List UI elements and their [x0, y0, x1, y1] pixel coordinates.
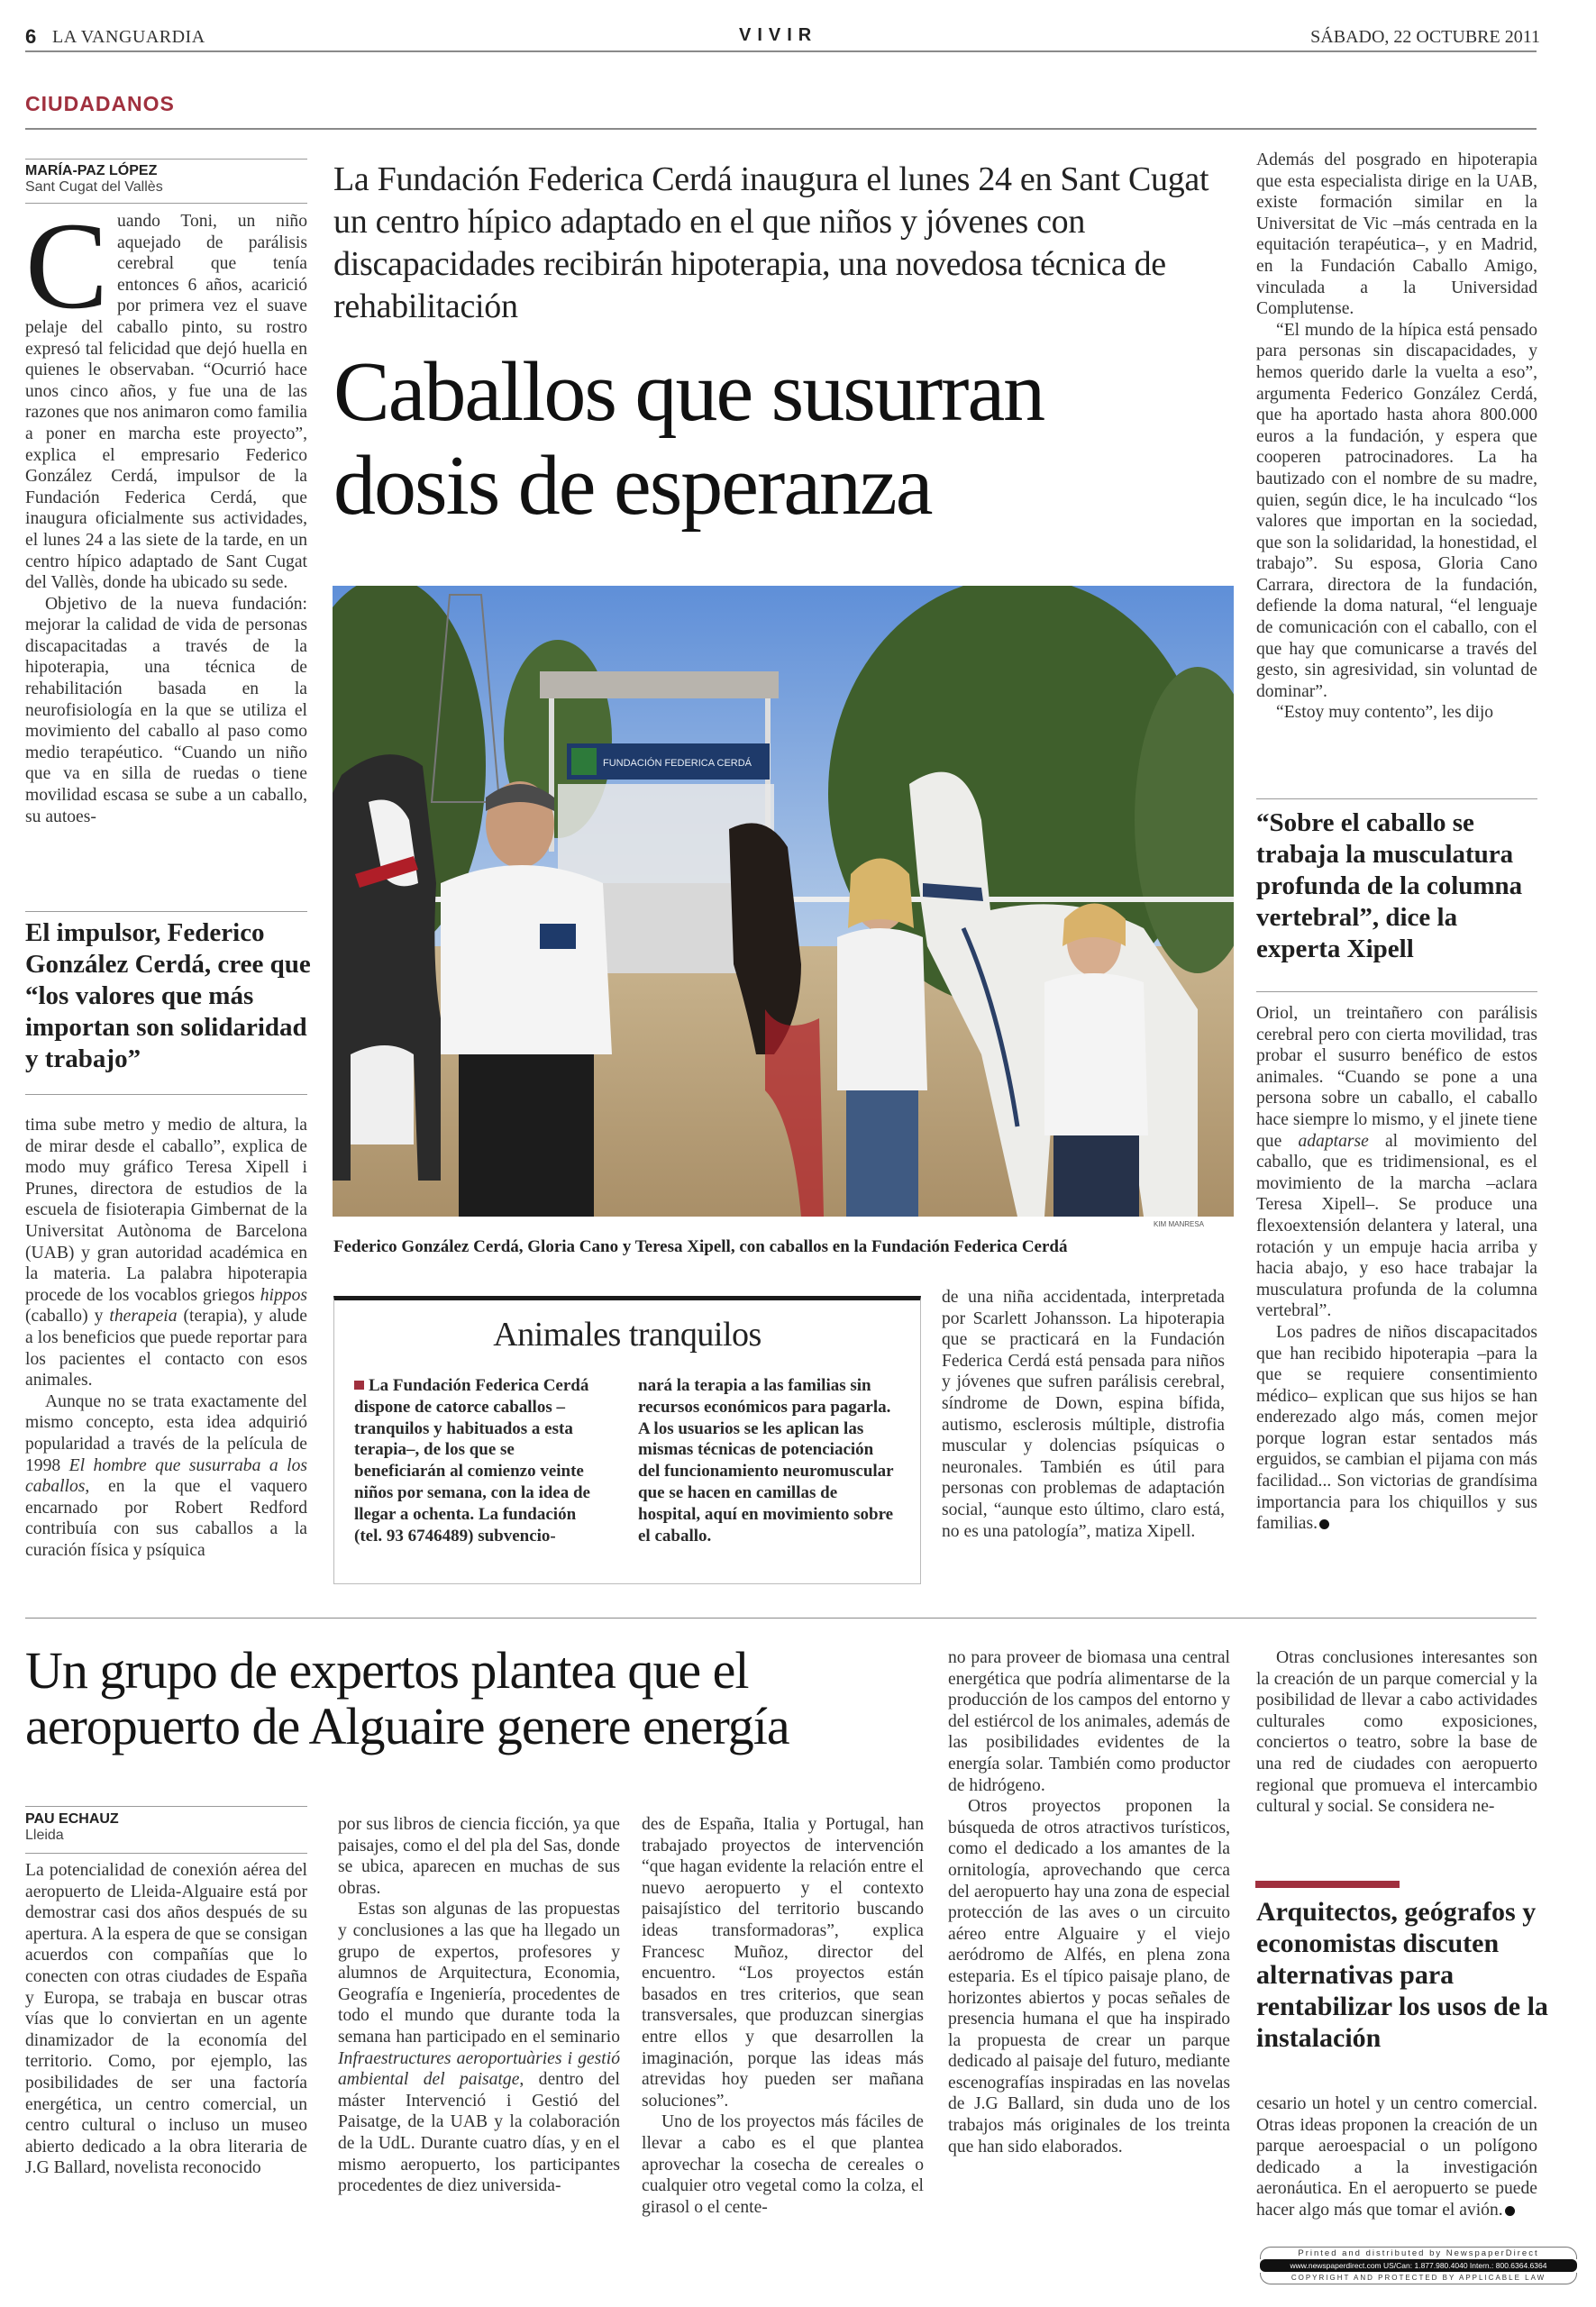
newspaperdirect-stamp — [1260, 2247, 1577, 2286]
text-run: , dentro del máster Intervenció i Gestió del Paisatge, de la UAB y la colaboración de la UdL. Durante cuatro días, y en el mismo aeropuerto, los participantes procedentes de diez universida- — [338, 2070, 620, 2196]
paragraph: “El mundo de la hípica está pensado para personas sin discapacidades, y hemos querido darle la vuelta a eso”, argumenta Federico González Cerdá, que ha aportado hasta ahora 800.000 euros a la fundación, y espera que cooperen patrocinadores. La ha bautizado con el nombre de su madre, quien, según dice, le ha inculcado “los valores que importan en la sociedad, que son la solidaridad, la honestidad, el trabajo”. Su esposa, Gloria Cano Carrara, directora de la fundación, defiende la doma natural, “el lenguaje de comunicación con el caballo, con el que hay que comunicarse a través del gesto, sin agresividad, sin voluntad de dominar”. — [1256, 320, 1537, 701]
pullquote-rule-bottom — [25, 1094, 307, 1095]
photo-credit: KIM MANRESA — [1154, 1220, 1205, 1228]
headline-line: Caballos que susurran — [333, 345, 1044, 439]
paragraph: La potencialidad de conexión aérea del aeropuerto de Lleida-Alguaire está por demostrar casi dos años después de su apertura. A la espera de que se consigan acuerdos con compañías que lo conecten con otras ciudades de España y Europa, se trabaja en buscar otras vías que lo conviertan en un agente dinamizador de la economía del territorio. Como, por ejemplo, las posibilidades de ser una factoría energética, un centro comercial, un centro cultural o incluso un museo abierto dedicado a la obra literaria de J.G Ballard, novelista reconocido — [25, 1861, 307, 2178]
paragraph: de una niña accidentada, interpretada por Scarlett Johansson. La hipoterapia que se practicará en la Fundación Federica Cerdá está pensada para niños y jóvenes que sufren parálisis cerebral, síndrome de Down, espina bífida, autismo, esclerosis múltiple, distrofia muscular y dolencias psíquicas o neuronales. También es útil para personas con problemas de adaptación social, “aunque esto último, claro está, no es una patología”, matiza Xipell. — [942, 1288, 1225, 1541]
text-run: (caballo) y — [25, 1307, 110, 1327]
article-divider — [25, 1618, 1537, 1619]
paragraph: Otros proyectos proponen la búsqueda de otros atractivos turísticos, como el dedicado a los amantes de la ornitología, aprovechando que cerca del aeropuerto hay una zona de especial protección de las aves o un circuito aéreo entre Alguaire y el viejo aeródromo de Alfés, en plena zona esteparia. Es el típico paisaje plano, de horizontes abiertos y pocas señales de presencia humana el que ha inspirado la propuesta de crear un parque dedicado al paisaje del futuro, mediante escenografías inspiradas en las novelas de J.G Ballard, sin duda uno de los trabajos más originales de los treinta que han sido elaborados. — [948, 1797, 1230, 2157]
paragraph: Otras conclusiones interesantes son la creación de un parque comercial y la posibilidad de llevar a cabo actividades culturales como exposiciones, conciertos o teatro, sobre la base de una red de ciudades con aeropuerto regional que promueva el intercambio cultural y social. Se considera ne- — [1256, 1648, 1537, 1817]
byline2 — [25, 1811, 119, 1844]
end-mark-icon — [1319, 1519, 1329, 1529]
italic-term: adaptarse — [1298, 1131, 1369, 1151]
sidebar-column-1 — [354, 1375, 602, 1546]
pullquote2-rule-top — [1256, 798, 1537, 799]
article2-column-1 — [25, 1860, 307, 2179]
section-label: VIVIR — [739, 25, 818, 45]
paragraph: no para proveer de biomasa una central energética que podría alimentarse de la producción de los campos del entorno y del estiércol de los animales, además de las posibilidades evidentes de la energía solar. También como productor de hidrógeno. — [948, 1648, 1230, 1795]
headline-line: Un grupo de expertos plantea que el — [25, 1641, 749, 1700]
paragraph: por sus libros de ciencia ficción, ya que paisajes, como el del pla del Sas, donde se ubica, aparecen en muchas de sus obras. — [338, 1815, 620, 1898]
byline-location: Lleida — [25, 1828, 64, 1843]
sidebar-box — [333, 1296, 921, 1584]
italic-term: therapeia — [109, 1307, 178, 1327]
stamp-line-3: COPYRIGHT AND PROTECTED BY APPLICABLE LAW — [1260, 2273, 1577, 2284]
text-run: (terapia), y alude a los beneficios que puede reportar para los pacientes el contacto con esos animales. — [25, 1307, 307, 1391]
paragraph: Objetivo de la nueva fundación: mejorar la calidad de vida de personas discapacitadas a través de la hipoterapia, una técnica de rehabilitación basada en la neurofisiología en la que se utiliza el movimiento del caballo al paso como medio terapéutico. “Cuando un niño que va en silla de ruedas o tiene movilidad escasa se sube a un caballo, su autoes- — [25, 594, 307, 826]
subsection-rule — [25, 128, 1537, 130]
drop-cap: C — [25, 196, 109, 334]
paragraph: uando Toni, un niño aquejado de parálisis cerebral que tenía entonces 6 años, acarició por primera vez el suave pelaje del caballo pinto, su rostro expresó tal felicidad que dejó huella en quienes le observaban. “Ocurrió hace unos cinco años, y fue una de las razones que nos animaron como familia a poner en marcha este proyecto”, explica el empresario Federico González Cerdá, impulsor de la Fundación Federica Cerdá, que inaugura oficialmente sus actividades, el lunes 24 a las siete de la tarde, en un centro hípico adaptado de Sant Cugat del Vallès, donde ha ubicado su sede. — [25, 212, 307, 593]
paragraph: Los padres de niños discapacitados que han recibido hipoterapia –para la que se requiere consentimiento médico– explican que sus hijos se han enderezado algo más, comen mejor porque logran estar sentados más erguidos, se cambian el pijama con más facilidad... Son victorias de grandísima importancia para los chiquillos y sus familias. — [1256, 1322, 1537, 1534]
italic-term: hippos — [260, 1285, 307, 1305]
article1-column-4 — [1256, 150, 1537, 724]
text-run: , en la que el vaquero encarnado por Robert Redford contribuía con sus caballos a la curación física y psíquica — [25, 1477, 307, 1560]
article2-column-5 — [1256, 1647, 1537, 1818]
text-run: Oriol, un treintañero con parálisis cerebral pero con cierta movilidad, tras probar el susurro benéfico de estos animales. “Cuando se pone a una persona sobre un caballo, el caballo hace siempre lo mismo, y el jinete tiene que — [1256, 1004, 1537, 1151]
headline-line: dosis de esperanza — [333, 439, 932, 533]
text-run: Estas son algunas de las propuestas y conclusiones a las que ha llegado un grupo de expertos, profesores y alumnos de Arquitectura, Economia, Geografía e Ingeniería, procedentes de todo el mundo que durante toda la semana han participado en el seminario — [338, 1900, 620, 2047]
byline-location: Sant Cugat del Vallès — [25, 179, 163, 195]
stamp-line-2: www.newspaperdirect.com US/Can: 1.877.980.4040 Intern.: 800.6364.6364 — [1260, 2259, 1577, 2272]
header-rule — [25, 50, 1537, 52]
photo-horses-and-people — [333, 586, 1234, 1217]
headline-line: aeropuerto de Alguaire genere energía — [25, 1697, 789, 1755]
bullet-square-icon — [354, 1381, 364, 1390]
newspaper-name: LA VANGUARDIA — [52, 27, 205, 47]
paragraph: Uno de los proyectos más fáciles de llevar a cabo es el que plantea aprovechar la cosecha de cereales o cualquier otro vegetal como la colza, el girasol o el cente- — [642, 2112, 924, 2217]
byline-author: PAU ECHAUZ — [25, 1811, 119, 1827]
article1-column-1 — [25, 196, 307, 827]
sidebar-text: La Fundación Federica Cerdá dispone de catorce caballos –tranquilos y habituados a esta terapia–, de los que se beneficiarán al comienzo veinte niños por semana, con la idea de llegar a ochenta. La fundación (tel. 93 6746489) subvencio- — [354, 1376, 590, 1546]
pullquote-xipell: “Sobre el caballo se trabaja la musculatura profunda de la columna vertebral”, dice la experta Xipell — [1256, 808, 1523, 963]
paragraph: cesario un hotel y un centro comercial. Otras ideas proponen la creación de un parque aeroespacial o un polígono dedicado a la investigación aeronáutica. En el aeropuerto se puede hacer algo más que tomar el avión. — [1256, 2094, 1537, 2220]
paragraph: des de España, Italia y Portugal, han trabajado proyectos de intervención “que hagan evidente la relación entre el nuevo aeropuerto y el contexto paisajístico del territorio buscando ideas transformadoras”, explica Francesc Muñoz, director del encuentro. “Los proyectos están basados en tres criterios, que sean transversales, que produzcan sinergias entre ellos y que desarrollen la imaginación, porque las ideas más atrevidas hoy pueden ser mañana soluciones”. — [642, 1815, 924, 2111]
byline2-rule-bottom — [25, 1853, 307, 1854]
pullquote-arquitectos: Arquitectos, geógrafos y economistas discuten alternativas para rentabilizar los usos de la instalación — [1256, 1897, 1548, 2053]
article-photo — [333, 586, 1234, 1217]
article1-column-3 — [942, 1287, 1225, 1542]
subsection-label: CIUDADANOS — [25, 92, 175, 115]
byline-rule-top — [25, 159, 307, 160]
article2-headline — [25, 1643, 926, 1755]
photo-caption: Federico González Cerdá, Gloria Cano y Teresa Xipell, con caballos en la Fundación Federica Cerdá — [333, 1237, 1068, 1256]
seminar-title: Infraestructures aeroportuàries i gestió ambiental del paisatge — [338, 2048, 620, 2090]
article1-deck: La Fundación Federica Cerdá inaugura el lunes 24 en Sant Cugat un centro hípico adaptado en el que niños y jóvenes con discapacidades recibirán hipoterapia, una novedosa técnica de rehabilitación — [333, 160, 1209, 325]
text-run: al movimiento del caballo, que es tridimensional, es el movimiento de la marcha –aclara Teresa Xipell–. Se produce una flexoextensión delantera y lateral, una rotación y un empuje hacia arriba y hacia abajo, y eso hace trabajar la musculatura profunda de la columna vertebral”. — [1256, 1131, 1537, 1321]
pullquote-impulsor: El impulsor, Federico González Cerdá, cree que “los valores que más importan son solidaridad y trabajo” — [25, 918, 311, 1073]
pullquote-rule-top — [25, 911, 307, 912]
page-number: 6 — [25, 25, 37, 48]
byline-author: MARÍA-PAZ LÓPEZ — [25, 163, 158, 178]
pullquote2-rule-bottom — [1256, 991, 1537, 992]
article2-column-4 — [948, 1647, 1230, 2157]
paragraph: Además del posgrado en hipoterapia que esta especialista dirige en la UAB, existe formación similar en la Universitat de Vic –más centrada en la equitación terapéutica–, y en Madrid, en la Fundación Caballo Amigo, vinculada a la Universidad Complutense. — [1256, 150, 1537, 319]
article2-column-2 — [338, 1814, 620, 2197]
article1-column-1b — [25, 1115, 307, 1561]
sign-text: FUNDACIÓN FEDERICA CERDÁ — [603, 758, 752, 769]
byline2-rule-top — [25, 1806, 307, 1807]
paragraph: “Estoy muy contento”, les dijo — [1276, 703, 1494, 723]
text-run: tima sube metro y medio de altura, la de mirar desde el caballo”, explica de modo muy gráfico Teresa Xipell i Prunes, directora de estudios de la escuela de fisioterapia Gimbernat de la Universitat Autònoma de Barcelona (UAB) y gran autoridad académica en la materia. La palabra hipoterapia procede de los vocablos griegos — [25, 1116, 307, 1305]
stamp-line-1: Printed and distributed by NewspaperDirect — [1260, 2247, 1577, 2259]
accent-bar — [1255, 1881, 1400, 1888]
text-run: Aunque no se trata exactamente del mismo concepto, esta idea adquirió popularidad a través de la película de 1998 — [25, 1391, 307, 1475]
article2-column-3 — [642, 1814, 924, 2218]
issue-date: SÁBADO, 22 OCTUBRE 2011 — [1310, 27, 1540, 47]
article2-column-5b — [1256, 2093, 1537, 2221]
sidebar-title: Animales tranquilos — [493, 1316, 762, 1354]
article1-headline — [333, 345, 1244, 533]
film-title: El hombre que susurraba a los caballos — [25, 1455, 307, 1497]
end-mark-icon — [1505, 2206, 1515, 2216]
sidebar-column-2: nará la terapia a las familias sin recursos económicos para pagarla. A los usuarios se les aplican las mismas técnicas de potenciación del funcionamiento neuromuscular que se hacen en camillas de hospital, aquí en movimiento sobre el caballo. — [638, 1376, 894, 1546]
article1-column-4b — [1256, 1003, 1537, 1535]
byline — [25, 163, 163, 196]
